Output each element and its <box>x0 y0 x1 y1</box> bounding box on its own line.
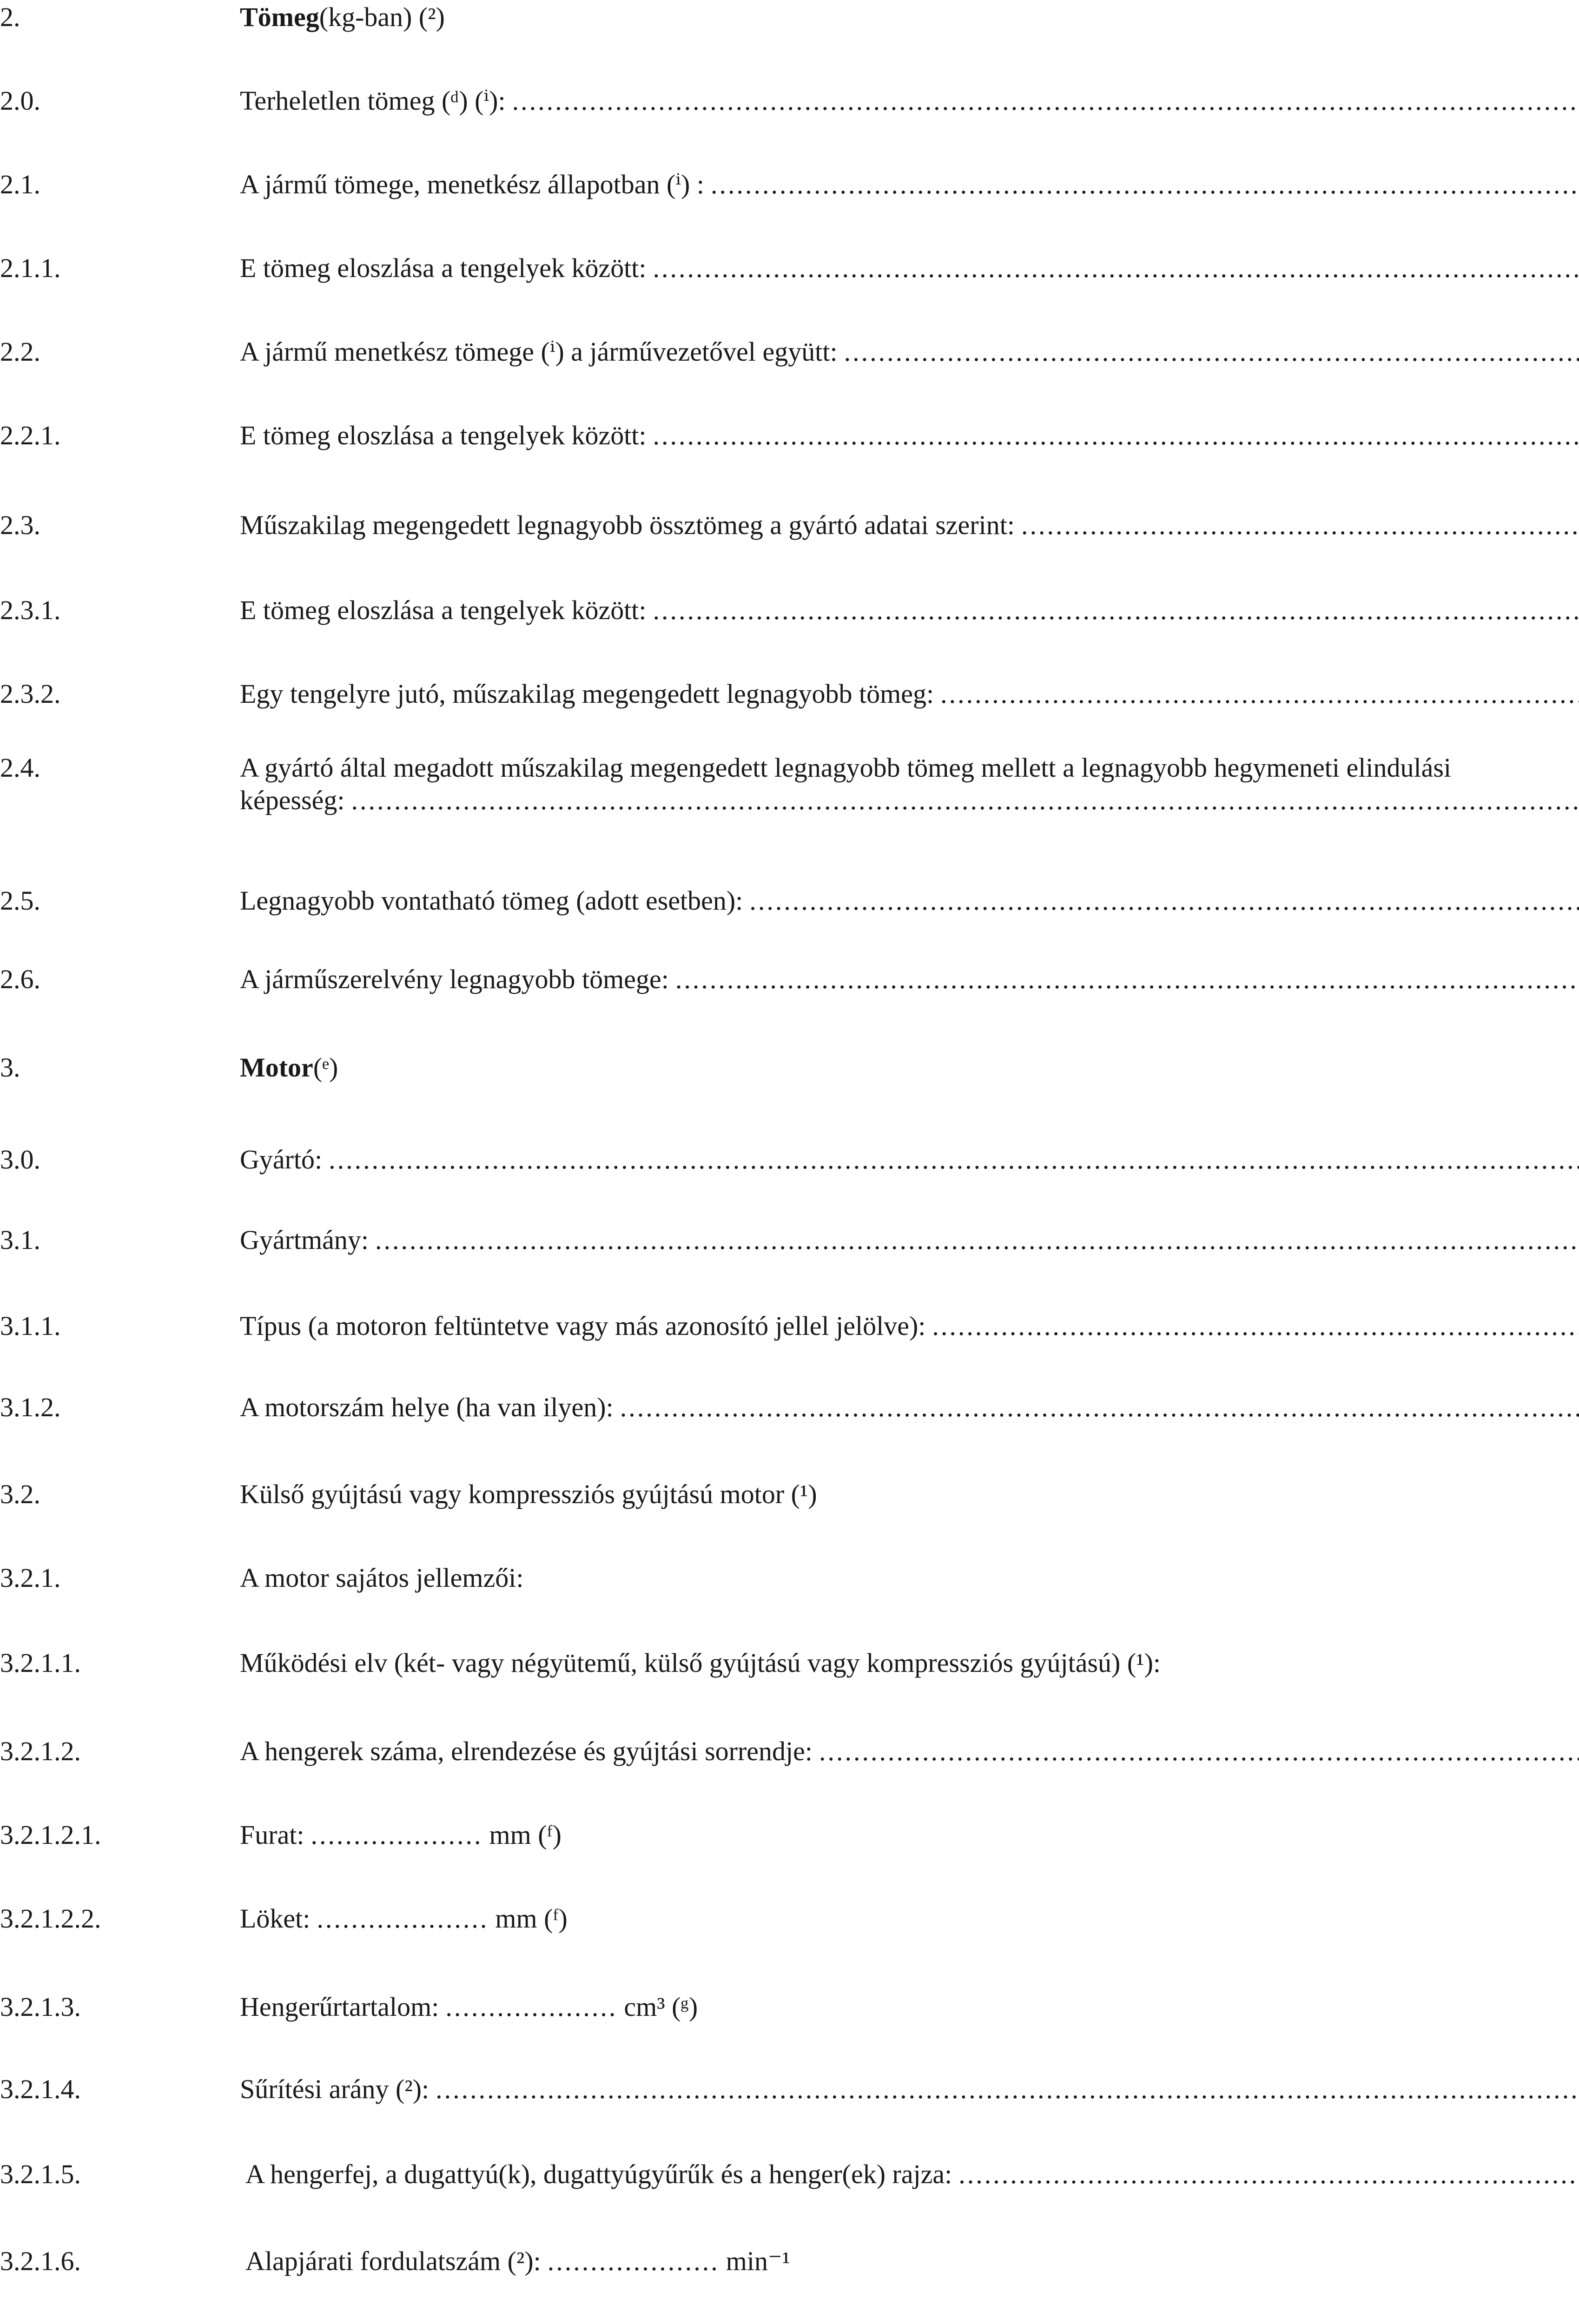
fill-in-field[interactable] <box>675 963 1579 996</box>
row-number: 3.2.1.2.1. <box>0 1820 101 1850</box>
fill-in-field[interactable] <box>749 885 1579 917</box>
row-label-line-2: képesség: <box>240 785 345 815</box>
heading-suffix: (ᵉ) <box>313 1052 338 1083</box>
row-number: 2.1. <box>0 169 40 199</box>
row-number: 3.2.1.4. <box>0 2074 81 2104</box>
fill-in-field[interactable] <box>958 2158 1579 2191</box>
row-label: Egy tengelyre jutó, műszakilag megengedett legnagyobb tömeg: <box>240 679 934 709</box>
row-number: 3.2.1.3. <box>0 1992 81 2022</box>
fill-in-field[interactable] <box>653 594 1579 627</box>
heading-suffix: (kg-ban) (²) <box>319 2 445 32</box>
row-number: 3.2. <box>0 1479 40 1509</box>
row-number: 2.5. <box>0 885 40 916</box>
row-number: 3.2.1.2.2. <box>0 1903 101 1934</box>
fill-in-field[interactable]: .................... <box>311 1820 483 1850</box>
row-number: 2.2. <box>0 337 40 367</box>
row-number: 2.1.1. <box>0 253 61 283</box>
row-number: 3. <box>0 1052 20 1083</box>
row-label: A jármű tömege, menetkész állapotban (ⁱ) : <box>240 169 704 199</box>
fill-in-field[interactable] <box>940 678 1579 710</box>
row-number: 3.2.1.1. <box>0 1648 81 1678</box>
section-heading: Tömeg <box>240 2 319 32</box>
fill-in-field[interactable] <box>653 252 1579 284</box>
row-label: E tömeg eloszlása a tengelyek között: <box>240 253 647 283</box>
row-number: 3.2.1. <box>0 1563 61 1593</box>
unit-label: mm (ᶠ) <box>495 1903 568 1934</box>
row-label: E tömeg eloszlása a tengelyek között: <box>240 595 647 625</box>
row-label: A jármű menetkész tömege (ⁱ) a járművezetővel együtt: <box>240 337 838 367</box>
fill-in-field[interactable]: .................... <box>317 1903 489 1934</box>
unit-label: mm (ᶠ) <box>489 1820 562 1850</box>
row-number: 3.2.1.6. <box>0 2246 81 2276</box>
fill-in-field[interactable] <box>819 1735 1579 1768</box>
row-label: A motor sajátos jellemzői: <box>240 1563 524 1593</box>
row-number: 2.3.1. <box>0 595 61 625</box>
row-number: 3.0. <box>0 1144 40 1175</box>
row-number: 3.2.1.2. <box>0 1736 81 1766</box>
fill-in-field[interactable] <box>436 2073 1579 2106</box>
row-label: A hengerfej, a dugattyú(k), dugattyúgyűrűk és a henger(ek) rajza: <box>245 2159 952 2189</box>
fill-in-field[interactable] <box>711 168 1579 201</box>
row-label: Sűrítési arány (²): <box>240 2074 429 2104</box>
row-label: E tömeg eloszlása a tengelyek között: <box>240 420 647 450</box>
row-label: Furat: <box>240 1820 304 1850</box>
fill-in-field[interactable] <box>1021 509 1579 541</box>
fill-in-field[interactable] <box>329 1143 1579 1176</box>
row-number: 2.3. <box>0 510 40 540</box>
row-label: Alapjárati fordulatszám (²): <box>245 2246 541 2276</box>
fill-in-field[interactable] <box>351 784 1579 817</box>
unit-label: min⁻¹ <box>726 2246 791 2276</box>
row-number: 2. <box>0 2 20 32</box>
row-number: 3.2.1.5. <box>0 2159 81 2189</box>
row-label: A hengerek száma, elrendezése és gyújtási sorrendje: <box>240 1736 813 1766</box>
fill-in-field[interactable]: .................... <box>547 2246 720 2276</box>
row-label: Külső gyújtású vagy kompressziós gyújtású motor (¹) <box>240 1479 817 1509</box>
fill-in-field[interactable] <box>620 1391 1579 1424</box>
fill-in-field[interactable] <box>512 85 1579 117</box>
section-heading: Motor <box>240 1052 313 1083</box>
row-label: Löket: <box>240 1903 311 1934</box>
row-label: Működési elv (két- vagy négyütemű, külső gyújtású vagy kompressziós gyújtású) (¹): <box>240 1648 1161 1678</box>
row-label: A járműszerelvény legnagyobb tömege: <box>240 964 669 994</box>
fill-in-field[interactable] <box>653 419 1579 452</box>
row-number: 2.3.2. <box>0 679 61 709</box>
row-label: Legnagyobb vontatható tömeg (adott esetben): <box>240 885 743 916</box>
row-number: 3.1. <box>0 1225 40 1255</box>
row-label-line-1: A gyártó által megadott műszakilag megengedett legnagyobb tömeg mellett a legnagyobb hegymeneti elindulási <box>240 753 1452 783</box>
unit-label: cm³ (ᵍ) <box>624 1992 698 2022</box>
row-label: Gyártó: <box>240 1144 323 1175</box>
fill-in-field[interactable]: .................... <box>445 1992 618 2022</box>
row-number: 3.1.2. <box>0 1392 61 1422</box>
row-number: 3.1.1. <box>0 1311 61 1341</box>
row-number: 2.4. <box>0 753 40 783</box>
fill-in-field[interactable] <box>844 336 1579 368</box>
row-label: Műszakilag megengedett legnagyobb össztömeg a gyártó adatai szerint: <box>240 510 1015 540</box>
fill-in-field[interactable] <box>932 1310 1579 1342</box>
row-number: 2.0. <box>0 86 40 116</box>
row-label: Terheletlen tömeg (ᵈ) (ⁱ): <box>240 86 506 116</box>
fill-in-field[interactable] <box>375 1224 1579 1256</box>
row-label: Hengerűrtartalom: <box>240 1992 439 2022</box>
row-label: Típus (a motoron feltüntetve vagy más azonosító jellel jelölve): <box>240 1311 926 1341</box>
row-number: 2.6. <box>0 964 40 994</box>
row-number: 2.2.1. <box>0 420 61 450</box>
row-label: A motorszám helye (ha van ilyen): <box>240 1392 614 1422</box>
row-label: Gyártmány: <box>240 1225 369 1255</box>
